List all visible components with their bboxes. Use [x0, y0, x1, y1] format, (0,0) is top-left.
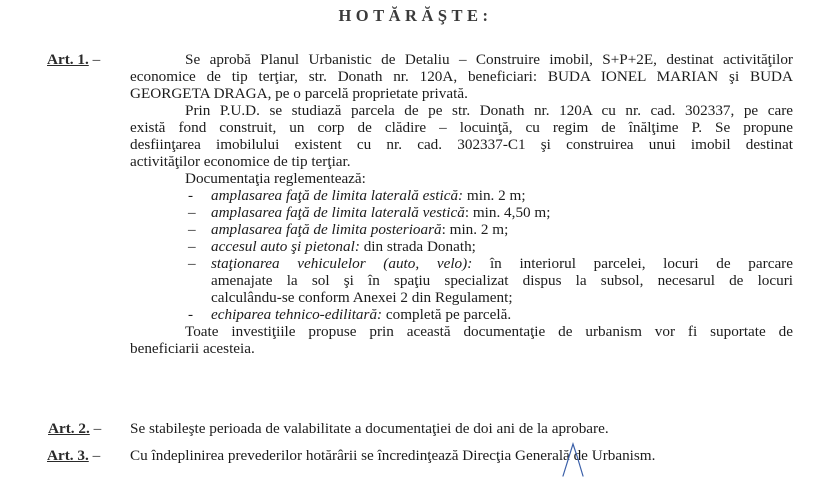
art1-para1-line2: economice de tip terţiar, str. Donath nr. 120A, beneficiari: BUDA IONEL MARIAN şi BUDA: [130, 68, 793, 85]
article-2-label: [48, 420, 101, 438]
regulation-label: staţionarea vehiculelor (auto, velo):: [211, 255, 473, 272]
regulation-item-east: [211, 187, 526, 205]
document-heading: HOTĂRĂŞTE:: [338, 6, 493, 25]
article-2-text: Se stabileşte perioada de valabilitate a documentaţiei de doi ani de la aprobare.: [130, 420, 609, 437]
regulation-bullet: -: [188, 306, 194, 323]
regulation-label: amplasarea faţă de limita laterală estică:: [211, 187, 464, 204]
article-3-number: Art. 3.: [47, 447, 89, 464]
art1-para1-line1: Se aprobă Planul Urbanistic de Detaliu – Construire imobil, S+P+2E, destinat activităţilor: [185, 51, 793, 68]
regulations-intro: Documentaţia reglementează:: [185, 170, 366, 187]
art1-para3-line2: beneficiarii acesteia.: [130, 340, 255, 357]
article-1-number: Art. 1.: [47, 51, 89, 68]
regulation-item-rear: [211, 221, 508, 239]
regulation-bullet: –: [188, 255, 196, 272]
regulation-label: amplasarea faţă de limita laterală vestică: [211, 204, 465, 221]
regulation-label: amplasarea faţă de limita posterioară: [211, 221, 442, 238]
art1-para2-line1: Prin P.U.D. se studiază parcela de pe str. Donath nr. 120A cu nr. cad. 302337, pe care: [185, 102, 793, 119]
regulation-item-utilities: [211, 306, 511, 324]
article-3-dash: –: [88, 447, 101, 464]
regulation-value: completă pe parcelă.: [382, 306, 512, 323]
regulation-bullet: –: [188, 238, 196, 255]
article-2-number: Art. 2.: [48, 420, 90, 437]
article-3-text: Cu îndeplinirea prevederilor hotărârii se încredinţează Direcţia Generală de Urbanism.: [130, 447, 656, 464]
art1-para3-line1: Toate investiţiile propuse prin această documentaţie de urbanism vor fi suportate de: [185, 323, 793, 340]
regulation-parking-cont2: calculându-se conform Anexei 2 din Regulament;: [211, 289, 513, 306]
regulation-item-access: [211, 238, 476, 256]
pen-mark: [561, 442, 591, 477]
regulation-value: din strada Donath;: [359, 238, 476, 255]
regulation-value: min. 2 m;: [463, 187, 526, 204]
art1-para1-line3: GEORGETA DRAGA, pe o parcelă proprietate privată.: [130, 85, 468, 102]
art1-para2-line2: există fond construit, un corp de clădire – locuinţă, cu regim de înălţime P. Se propune: [130, 119, 793, 136]
article-2-dash: –: [89, 420, 102, 437]
regulation-parking-cont1: amenajate la sol şi în spaţiu specializat dispus la subsol, necesarul de locuri: [211, 272, 793, 289]
regulation-label: echiparea tehnico-edilitară:: [211, 306, 383, 323]
regulation-label: accesul auto şi pietonal:: [211, 238, 360, 255]
regulation-bullet: -: [188, 187, 194, 204]
regulation-value: : min. 2 m;: [441, 221, 509, 238]
regulation-value: : min. 4,50 m;: [464, 204, 551, 221]
art1-para2-line3: desfiinţarea imobilului existent cu nr. cad. 302337-C1 şi construirea unui imobil destinat: [130, 136, 793, 153]
article-3-label: [47, 447, 100, 465]
regulation-bullet: –: [188, 204, 196, 221]
regulation-item-parking: [211, 255, 793, 273]
regulation-item-west: [211, 204, 550, 222]
article-1-dash: –: [88, 51, 101, 68]
regulation-bullet: –: [188, 221, 196, 238]
article-1-label: [47, 51, 100, 69]
regulation-value: în interiorul parcelei, locuri de parcare: [472, 255, 793, 272]
art1-para2-line4: activităţilor economice de tip terţiar.: [130, 153, 351, 170]
